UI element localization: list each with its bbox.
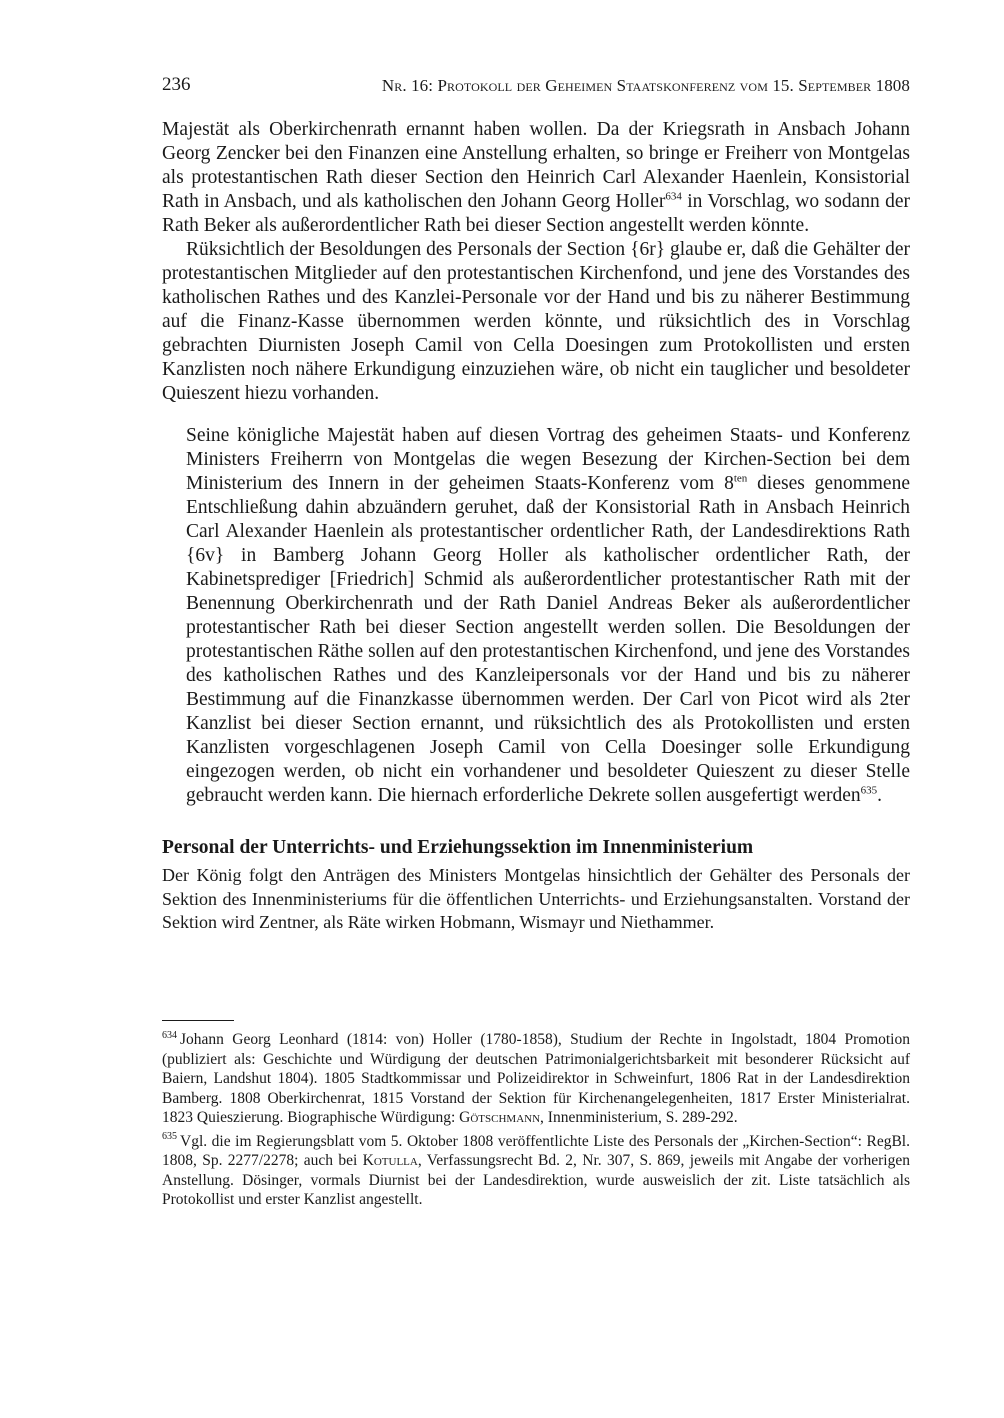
section-heading: Personal der Unterrichts- und Erziehungssektion im Innenministerium — [162, 837, 754, 858]
royal-decision-block — [186, 424, 910, 808]
decision-text-c: . — [877, 785, 882, 806]
footnote-ref-635[interactable]: 635 — [860, 784, 878, 797]
footnotes — [162, 1030, 910, 1214]
footnote-text: Vgl. die im Regierungsblatt vom 5. Oktober 1808 veröffentlichte Liste des Personals der „Kirchen-Section“: RegBl. 1808, Sp. 2277/2278; auch bei — [162, 1132, 910, 1169]
footnote-divider — [162, 1020, 234, 1021]
footnote-634 — [162, 1030, 910, 1128]
running-title: Nr. 16: Protokoll der Geheimen Staatskonferenz vom 15. September 1808 — [381, 76, 910, 95]
paragraph-1-text-a: Majestät als Oberkirchenrath ernannt haben wollen. Da der Kriegsrath in Ansbach Johann Georg Zencker bei den Finanzen eine Anstellung erhalten, so bringe er Freiherr von Montgelas als protestantischen Rath dieser Section den Heinrich Carl Alexander Haenlein, Konsistorial Rath in Ansbach, und als katholischen den Johann Georg Holler — [162, 119, 910, 212]
paragraph-1 — [162, 118, 910, 238]
footnote-text: Johann Georg Leonhard (1814: von) Holler (1780-1858), Studium der Rechte in Ingolstadt, 1804 Promotion (publiziert als: Geschichte und Würdigung der deutschen Patrimonialgerichtsbarkeit mit besonderer Rücksicht auf Baiern, Landshut 1804). 1805 Stadtkommissar und Polizeidirektor in Schweinfurt, 1806 Rat in der Landesdirektion Bamberg. 1808 Oberkirchenrat, 1815 Vorstand der Sektion für Kirchenangelegenheiten, 1817 Erster Ministerialrat. 1823 Quieszierung. Biographische Würdigung: — [162, 1031, 910, 1126]
footnote-text: , Verfassungsrecht Bd. 2, Nr. 307, S. 869, jeweils mit Angabe der vorherigen Anstellung. Dösinger, vormals Diurnist bei der Landesdirektion, wurde ausweislich der zit. Liste tatsächlich als Protokollist und erster Kanzlist angestellt. — [162, 1152, 910, 1208]
paragraph-1-text-b: in Vorschlag, wo sodann der Rath Beker als außerordentlicher Rath bei dieser Section angestellt werden könnte. — [162, 191, 910, 236]
section-summary: Der König folgt den Anträgen des Ministers Montgelas hinsichtlich der Gehälter des Personals der Sektion des Innenministeriums für die öffentlichen Unterrichts- und Erziehungsanstalten. Vorstand der Sektion wird Zentner, als Räte wirken Hobmann, Wismayr und Niethammer. — [162, 865, 910, 932]
footnote-635 — [162, 1132, 910, 1210]
page-number: 236 — [162, 74, 191, 95]
cited-author: Götschmann — [459, 1109, 541, 1126]
footnote-ref-634[interactable]: 634 — [665, 190, 682, 203]
paragraph-2: Rüksichtlich der Besoldungen des Personals der Section {6r} glaube er, daß die Gehälter der protestantischen Mitglieder auf den protestantischen Kirchenfond, und jene des Vorstandes des katholischen Rathes und des Kanzlei-Personale vor der Hand und bis zu näherer Bestimmung auf die Finanz-Kasse übernommen werden könnte, und rüksichtlich des in Vorschlag gebrachten Diurnisten Joseph Camil von Cella Doesingen zum Protokollisten und ersten Kanzlisten noch nähere Erkundigung einzuziehen wäre, ob nicht ein tauglicher und besoldeter Quieszent hiezu vorhanden. — [162, 239, 910, 404]
footnote-number: 635 — [162, 1131, 177, 1143]
footnote-text: , Innenministerium, S. 289-292. — [540, 1109, 738, 1126]
ordinal-superscript: ten — [733, 472, 748, 485]
royal-decision-text — [186, 424, 910, 808]
decision-text-b: dieses genommene Entschließung dahin abzuändern geruhet, daß der Konsistorial Rath in Ansbach Heinrich Carl Alexander Haenlein als protestantischer ordentlicher Rath, der Landesdirektions Rath {6v} in Bamberg Johann Georg Holler als katholischer ordentlicher Rath, der Kabinetsprediger [Friedrich] Schmid als außerordentlicher protestantischer Rath mit der Benennung Oberkirchenrath und der Rath Daniel Andreas Beker als außerordentlicher protestantischer Rath bei dieser Section angestellt werden sollen. Die Besoldungen der protestantischen Räthe sollen auf den protestantischen Kirchenfond, und jene des Vorstandes des katholischen Rathes und des Kanzleipersonals vor der Hand und bis zu näherer Bestimmung auf die Finanzkasse übernommen werden. Der Carl von Picot wird als 2ter Kanzlist bei dieser Section ernannt, und rüksichtlich des als Protokollisten und ersten Kanzlisten vorgeschlagenen Joseph Camil von Cella Doesinger solle Erkundigung eingezogen werden, ob nicht ein vorhandener und besoldeter Quieszent zu dieser Stelle gebraucht werden kann. Die hiernach erforderliche Dekrete sollen ausgefertigt werden — [186, 473, 910, 806]
main-text — [162, 118, 910, 935]
running-head — [162, 74, 910, 100]
footnote-number: 634 — [162, 1029, 177, 1041]
cited-author: Kotulla — [362, 1152, 418, 1169]
decision-text-a: Seine königliche Majestät haben auf diesen Vortrag des geheimen Staats- und Konferenz Ministers Freiherrn von Montgelas die wegen Besezung der Kirchen-Section bei dem Ministerium des Innern in der geheimen Staats-Konferenz vom 8 — [186, 425, 910, 494]
